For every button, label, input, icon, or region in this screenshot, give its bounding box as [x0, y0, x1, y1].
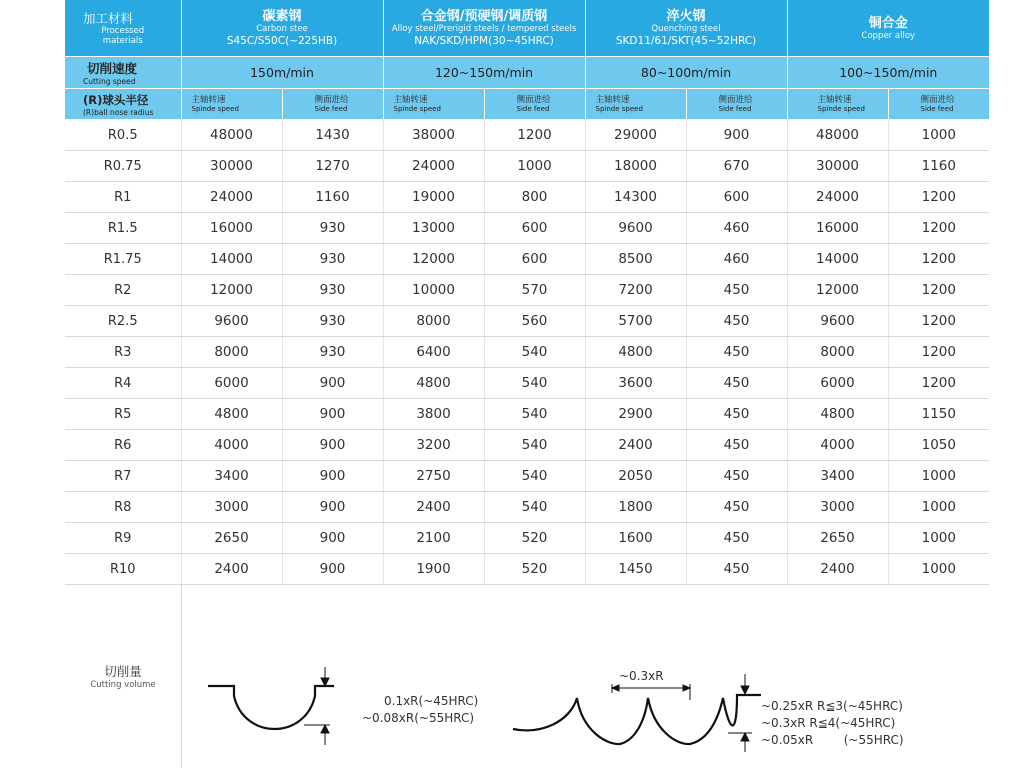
spindle-zh: 主轴转速	[393, 94, 428, 105]
spindle-speed-cell: 7200	[585, 275, 686, 306]
spindle-speed-cell: 48000	[787, 120, 888, 151]
spindle-speed-cell: 16000	[787, 213, 888, 244]
spindle-speed-cell: 24000	[383, 151, 484, 182]
spindle-speed-cell: 2400	[181, 554, 282, 585]
side-feed-cell: 900	[282, 368, 383, 399]
side-feed-cell: 460	[686, 213, 787, 244]
side-feed-cell: 600	[484, 213, 585, 244]
cutting-speed-en: Cutting speed	[83, 77, 136, 86]
spindle-speed-cell: 6000	[787, 368, 888, 399]
side-feed-cell: 1000	[888, 554, 989, 585]
side-feed-cell: 540	[484, 337, 585, 368]
spindle-speed-cell: 1450	[585, 554, 686, 585]
side-feed-cell: 1000	[888, 523, 989, 554]
spindle-speed-cell: 29000	[585, 120, 686, 151]
spindle-speed-cell: 2750	[383, 461, 484, 492]
top-arrow-left	[612, 685, 619, 691]
spindle-speed-cell: 2050	[585, 461, 686, 492]
side-feed-cell: 930	[282, 275, 383, 306]
spindle-speed-cell: 12000	[383, 244, 484, 275]
material-spec: S45C/S50C(~225HB)	[226, 34, 338, 47]
side-feed-cell: 450	[686, 337, 787, 368]
processed-en: Processed materials	[101, 25, 145, 46]
material-en: Quenching steel	[651, 23, 721, 34]
side-feed-cell: 930	[282, 337, 383, 368]
side-feed-cell: 450	[686, 492, 787, 523]
side-feed-cell: 1200	[888, 182, 989, 213]
spindle-speed-cell: 2400	[585, 430, 686, 461]
spindle-speed-cell: 4800	[787, 399, 888, 430]
side-feed-en: Side feed	[516, 104, 550, 113]
side-feed-cell: 930	[282, 244, 383, 275]
side-feed-cell: 1150	[888, 399, 989, 430]
side-feed-cell: 540	[484, 430, 585, 461]
side-feed-cell: 600	[484, 244, 585, 275]
radius-cell: R1.5	[65, 213, 181, 244]
side-feed-cell: 900	[282, 461, 383, 492]
spindle-speed-cell: 16000	[181, 213, 282, 244]
side-feed-cell: 540	[484, 368, 585, 399]
right-arrow-down	[741, 686, 749, 694]
spindle-zh: 主轴转速	[817, 94, 852, 105]
spindle-en: Spinde speed	[817, 104, 865, 113]
pitch-note: ~0.3xR	[619, 669, 664, 683]
side-feed-cell: 1200	[888, 337, 989, 368]
side-feed-cell: 1160	[888, 151, 989, 182]
side-feed-cell: 570	[484, 275, 585, 306]
side-feed-cell: 1200	[484, 120, 585, 151]
side-feed-cell: 1200	[888, 275, 989, 306]
side-feed-cell: 540	[484, 492, 585, 523]
left-profile-curve	[208, 686, 334, 729]
radius-cell: R3	[65, 337, 181, 368]
spindle-speed-cell: 9600	[585, 213, 686, 244]
spindle-speed-cell: 3000	[787, 492, 888, 523]
spindle-speed-cell: 12000	[787, 275, 888, 306]
left-arrow-down	[321, 678, 329, 686]
side-feed-cell: 900	[282, 554, 383, 585]
side-feed-cell: 1050	[888, 430, 989, 461]
spindle-speed-cell: 4800	[383, 368, 484, 399]
side-feed-cell: 540	[484, 399, 585, 430]
spindle-speed-cell: 48000	[181, 120, 282, 151]
side-feed-cell: 450	[686, 430, 787, 461]
spindle-speed-cell: 30000	[787, 151, 888, 182]
side-feed-en: Side feed	[314, 104, 348, 113]
radius-cell: R9	[65, 523, 181, 554]
spindle-speed-cell: 2650	[181, 523, 282, 554]
side-feed-cell: 800	[484, 182, 585, 213]
right-note-55hrc: ~0.05xR (~55HRC)	[761, 733, 904, 747]
side-feed-cell: 1200	[888, 306, 989, 337]
side-feed-cell: 1000	[888, 461, 989, 492]
spindle-speed-cell: 4000	[787, 430, 888, 461]
material-zh: 淬火钢	[666, 8, 706, 24]
spindle-speed-cell: 3600	[585, 368, 686, 399]
spindle-speed-cell: 3400	[181, 461, 282, 492]
spindle-speed-cell: 8000	[787, 337, 888, 368]
spindle-zh: 主轴转速	[191, 94, 226, 105]
side-feed-cell: 540	[484, 461, 585, 492]
spindle-speed-cell: 24000	[787, 182, 888, 213]
speed-quenching-steel: 80~100m/min	[585, 57, 787, 89]
side-feed-cell: 930	[282, 306, 383, 337]
side-feed-en: Side feed	[718, 104, 752, 113]
side-feed-cell: 560	[484, 306, 585, 337]
spindle-speed-cell: 1900	[383, 554, 484, 585]
material-zh: 合金钢/预硬钢/调质钢	[420, 8, 548, 24]
side-feed-zh: 侧面进给	[516, 94, 551, 105]
side-feed-cell: 520	[484, 554, 585, 585]
speed-alloy-steel: 120~150m/min	[383, 57, 585, 89]
right-profile-curve	[513, 695, 761, 744]
spindle-speed-cell: 6400	[383, 337, 484, 368]
side-feed-cell: 900	[282, 399, 383, 430]
top-arrow-right	[683, 685, 690, 691]
side-feed-cell: 450	[686, 554, 787, 585]
spindle-speed-cell: 5700	[585, 306, 686, 337]
material-en: Carbon stee	[256, 23, 308, 34]
side-feed-cell: 900	[282, 523, 383, 554]
side-feed-cell: 1160	[282, 182, 383, 213]
speed-copper-alloy: 100~150m/min	[787, 57, 989, 89]
spindle-en: Spinde speed	[393, 104, 441, 113]
spindle-speed-cell: 10000	[383, 275, 484, 306]
material-en: Copper alloy	[861, 30, 916, 41]
spindle-speed-cell: 2400	[383, 492, 484, 523]
radius-cell: R0.75	[65, 151, 181, 182]
material-spec: SKD11/61/SKT(45~52HRC)	[615, 34, 757, 47]
radius-cell: R8	[65, 492, 181, 523]
side-feed-cell: 1200	[888, 244, 989, 275]
side-feed-cell: 1000	[888, 120, 989, 151]
side-feed-cell: 450	[686, 399, 787, 430]
processed-zh: 加工材料	[83, 10, 134, 26]
side-feed-zh: 侧面进给	[920, 94, 955, 105]
radius-en: (R)ball nose radius	[83, 107, 154, 117]
spindle-en: Spinde speed	[191, 104, 239, 113]
left-note-55hrc: ~0.08xR(~55HRC)	[362, 711, 475, 725]
spindle-speed-cell: 4000	[181, 430, 282, 461]
radius-cell: R5	[65, 399, 181, 430]
spindle-speed-cell: 2650	[787, 523, 888, 554]
radius-zh: (R)球头半径	[83, 92, 149, 107]
cutting-speed-zh: 切削速度	[87, 61, 138, 76]
spindle-speed-cell: 8500	[585, 244, 686, 275]
radius-cell: R2.5	[65, 306, 181, 337]
side-feed-cell: 900	[282, 430, 383, 461]
spindle-speed-cell: 4800	[585, 337, 686, 368]
spindle-speed-cell: 9600	[787, 306, 888, 337]
side-feed-cell: 450	[686, 275, 787, 306]
left-note-45hrc: 0.1xR(~45HRC)	[384, 694, 479, 708]
spindle-speed-cell: 2100	[383, 523, 484, 554]
material-en: Alloy steel/Prerigid steels / tempered steels	[391, 23, 577, 34]
side-feed-cell: 930	[282, 213, 383, 244]
spindle-speed-cell: 8000	[181, 337, 282, 368]
side-feed-cell: 1000	[484, 151, 585, 182]
radius-cell: R4	[65, 368, 181, 399]
cutting-volume-zh: 切削量	[104, 664, 142, 679]
spindle-speed-cell: 6000	[181, 368, 282, 399]
spindle-zh: 主轴转速	[595, 94, 630, 105]
side-feed-cell: 450	[686, 523, 787, 554]
radius-cell: R1	[65, 182, 181, 213]
side-feed-zh: 侧面进给	[718, 94, 753, 105]
radius-cell: R0.5	[65, 120, 181, 151]
left-depth-notes	[362, 693, 479, 727]
side-feed-cell: 900	[282, 492, 383, 523]
radius-cell: R6	[65, 430, 181, 461]
spindle-speed-cell: 14300	[585, 182, 686, 213]
side-feed-cell: 450	[686, 306, 787, 337]
side-feed-cell: 450	[686, 461, 787, 492]
spindle-speed-cell: 30000	[181, 151, 282, 182]
spindle-speed-cell: 3400	[787, 461, 888, 492]
spindle-speed-cell: 8000	[383, 306, 484, 337]
radius-cell: R10	[65, 554, 181, 585]
spindle-speed-cell: 24000	[181, 182, 282, 213]
radius-cell: R7	[65, 461, 181, 492]
side-feed-cell: 600	[686, 182, 787, 213]
spindle-speed-cell: 14000	[787, 244, 888, 275]
spindle-speed-cell: 4800	[181, 399, 282, 430]
material-zh: 碳素钢	[262, 8, 302, 24]
spindle-en: Spinde speed	[595, 104, 643, 113]
side-feed-cell: 1270	[282, 151, 383, 182]
material-zh: 铜合金	[868, 15, 908, 31]
radius-cell: R1.75	[65, 244, 181, 275]
side-feed-cell: 520	[484, 523, 585, 554]
right-depth-notes	[761, 698, 904, 749]
cutting-volume-en: Cutting volume	[90, 680, 156, 690]
spindle-speed-cell: 19000	[383, 182, 484, 213]
side-feed-cell: 900	[686, 120, 787, 151]
side-feed-cell: 670	[686, 151, 787, 182]
left-arrow-up	[321, 725, 329, 733]
spindle-speed-cell: 2900	[585, 399, 686, 430]
material-spec: NAK/SKD/HPM(30~45HRC)	[414, 34, 554, 47]
spindle-speed-cell: 3200	[383, 430, 484, 461]
side-feed-cell: 1430	[282, 120, 383, 151]
spindle-speed-cell: 14000	[181, 244, 282, 275]
spindle-speed-cell: 13000	[383, 213, 484, 244]
right-arrow-up	[741, 733, 749, 741]
side-feed-cell: 460	[686, 244, 787, 275]
spindle-speed-cell: 2400	[787, 554, 888, 585]
spindle-speed-cell: 1800	[585, 492, 686, 523]
right-note-r4: ~0.3xR R≦4(~45HRC)	[761, 716, 896, 730]
spindle-speed-cell: 12000	[181, 275, 282, 306]
side-feed-zh: 侧面进给	[314, 94, 349, 105]
spindle-speed-cell: 3000	[181, 492, 282, 523]
side-feed-cell: 450	[686, 368, 787, 399]
spindle-speed-cell: 38000	[383, 120, 484, 151]
side-feed-cell: 1200	[888, 368, 989, 399]
spindle-speed-cell: 1600	[585, 523, 686, 554]
spindle-speed-cell: 18000	[585, 151, 686, 182]
side-feed-cell: 1200	[888, 213, 989, 244]
radius-cell: R2	[65, 275, 181, 306]
right-note-r3: ~0.25xR R≦3(~45HRC)	[761, 699, 903, 713]
side-feed-en: Side feed	[920, 104, 954, 113]
side-feed-cell: 1000	[888, 492, 989, 523]
speed-carbon-steel: 150m/min	[181, 57, 383, 89]
spindle-speed-cell: 9600	[181, 306, 282, 337]
spindle-speed-cell: 3800	[383, 399, 484, 430]
